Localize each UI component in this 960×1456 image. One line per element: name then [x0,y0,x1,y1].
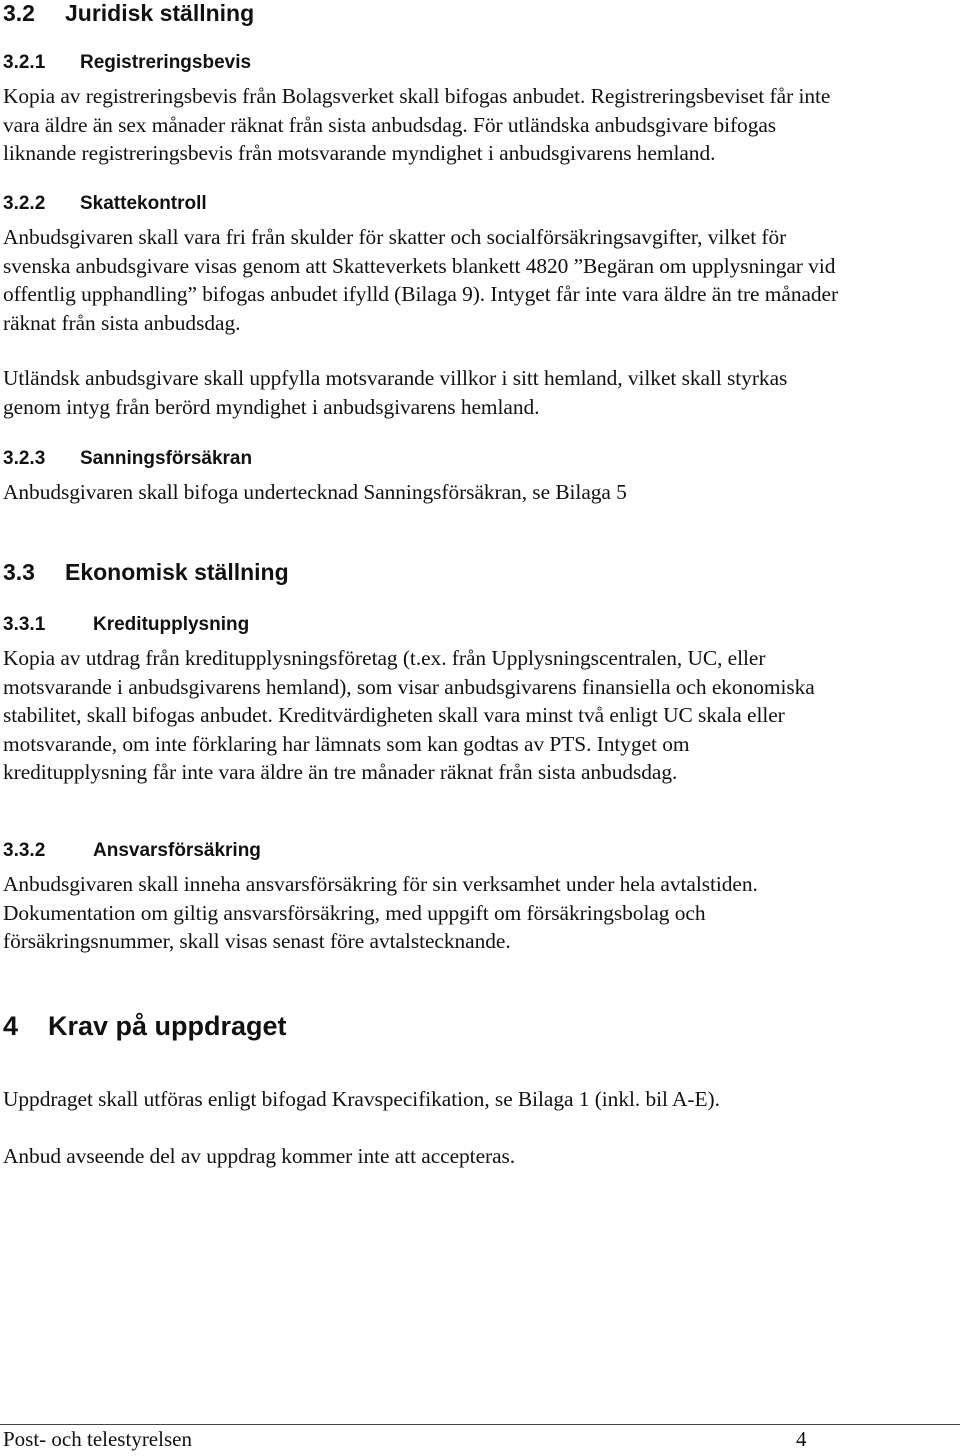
footer-organization: Post- och telestyrelsen [3,1427,192,1451]
heading-number: 3.3 [3,559,35,585]
heading-title: Juridisk ställning [65,0,255,26]
heading-title: Krav på uppdraget [48,1011,287,1041]
paragraph-kreditupplysning: Kopia av utdrag från kreditupplysningsföretag (t.ex. från Upplysningscentralen, UC, eller motsvarande i anbudsgivarens hemland), som visar anbudsgivarens finansiella och ekonomiska stabilitet, skall bifogas anbudet. Kreditvärdigheten skall vara minst två enligt UC skala eller motsvarande, om inte förklaring har lämnats som kan godtas av PTS. Intyget om kreditupplysning får inte vara äldre än tre månader räknat från sista anbudsdag. [3,646,815,784]
paragraph-krav-1: Uppdraget skall utföras enligt bifogad Kravspecifikation, se Bilaga 1 (inkl. bil A-E). [3,1087,720,1111]
heading-number: 3.2.3 [3,448,46,469]
heading-number: 3.2.1 [3,52,46,73]
heading-3-3 [3,559,289,586]
footer-page-number: 4 [796,1427,807,1451]
paragraph-skattekontroll-1: Anbudsgivaren skall vara fri från skulder för skatter och socialförsäkringsavgifter, vilket för svenska anbudsgivare visas genom att Skatteverkets blankett 4820 ”Begäran om upplysningar vid offentlig upphandling” bifogas anbudet ifylld (Bilaga 9). Intyget får inte vara äldre än tre månader räknat från sista anbudsdag. [3,225,839,335]
heading-number: 3.2.2 [3,193,46,214]
heading-title: Registreringsbevis [80,52,252,73]
heading-3-3-1 [3,614,249,636]
heading-title: Ansvarsförsäkring [93,840,261,861]
footer-divider [0,1424,960,1425]
heading-3-3-2 [3,840,261,862]
heading-3-2 [3,0,254,27]
paragraph-skattekontroll-2: Utländsk anbudsgivare skall uppfylla motsvarande villkor i sitt hemland, vilket skall styrkas genom intyg från berörd myndighet i anbudsgivarens hemland. [3,366,788,419]
heading-3-2-2 [3,193,207,215]
heading-title: Ekonomisk ställning [65,559,289,585]
heading-number: 3.2 [3,0,35,26]
heading-number: 3.3.1 [3,614,46,635]
paragraph-ansvarsforsakring: Anbudsgivaren skall inneha ansvarsförsäkring för sin verksamhet under hela avtalstiden. Dokumentation om giltig ansvarsförsäkring, med uppgift om försäkringsbolag och försäkringsnummer, skall visas senast före avtalstecknande. [3,872,758,953]
paragraph-registreringsbevis: Kopia av registreringsbevis från Bolagsverket skall bifogas anbudet. Registreringsbeviset får inte vara äldre än sex månader räknat från sista anbudsdag. För utländska anbudsgivare bifogas liknande registreringsbevis från motsvarande myndighet i anbudsgivarens hemland. [3,84,831,165]
paragraph-krav-2: Anbud avseende del av uppdrag kommer inte att accepteras. [3,1144,516,1168]
heading-number: 4 [3,1011,19,1041]
heading-3-2-3 [3,448,252,470]
heading-3-2-1 [3,52,251,74]
heading-title: Skattekontroll [80,193,207,214]
heading-title: Sanningsförsäkran [80,448,253,469]
heading-title: Kreditupplysning [93,614,250,635]
heading-4 [3,1011,287,1042]
paragraph-sanningsforsakran: Anbudsgivaren skall bifoga undertecknad Sanningsförsäkran, se Bilaga 5 [3,480,627,504]
heading-number: 3.3.2 [3,840,46,861]
